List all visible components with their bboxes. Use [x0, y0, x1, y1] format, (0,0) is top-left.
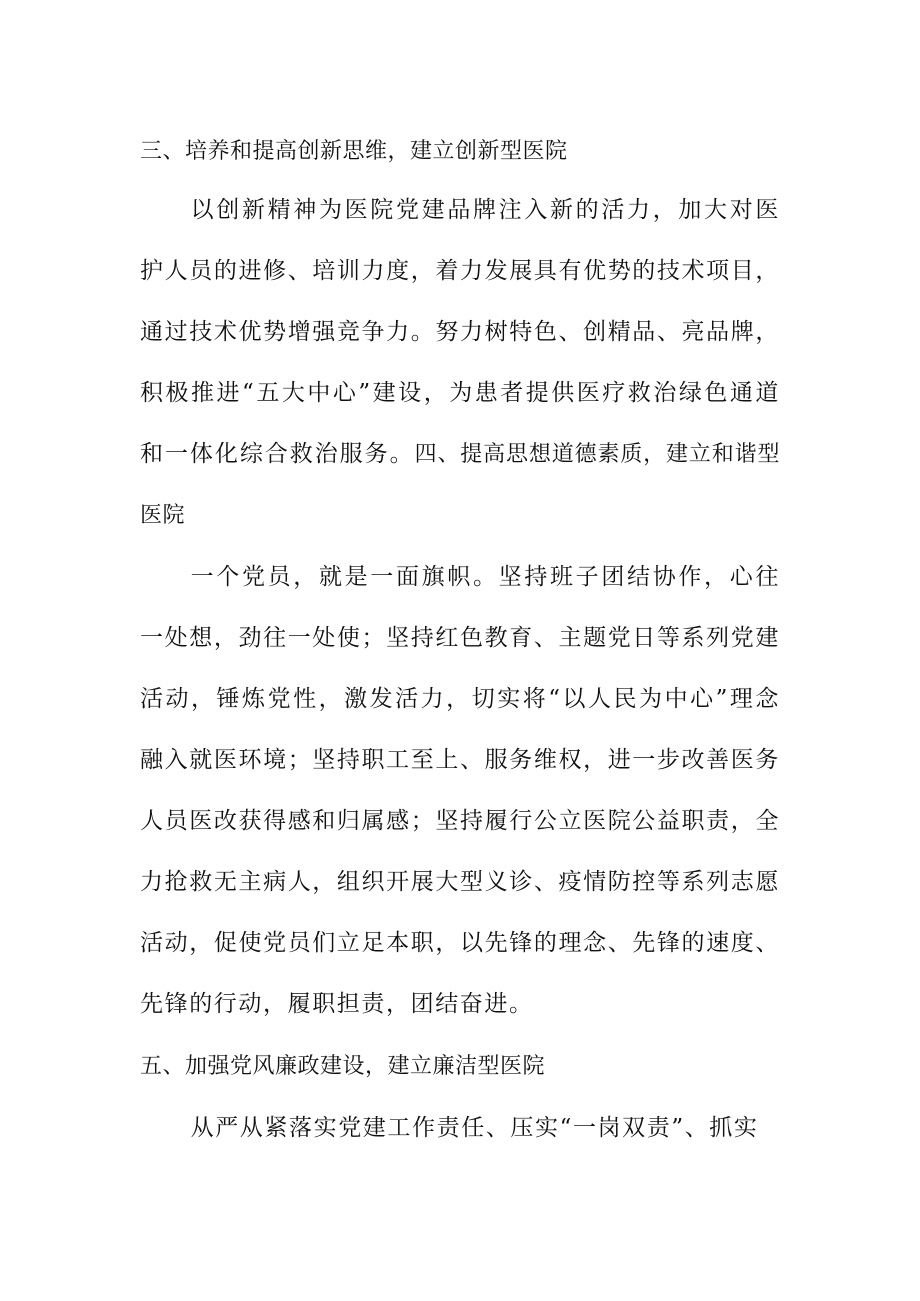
paragraph-integrity: 从严从紧落实党建工作责任、压实“一岗双责”、抓实 [190, 1115, 759, 1141]
section-heading-3: 三、培养和提高创新思维，建立创新型医院 [140, 139, 568, 164]
paragraph-innovation-text: 以创新精神为医院党建品牌注入新的活力，加大对医护人员的进修、培训力度，着力发展具有优势的技术项目，通过技术优势增强竞争力。努力树特色、创精品、亮品牌，积极推进“五大中心”建设，为患者提供医疗救治绿色通道和一体化综合救治服务。 [140, 197, 780, 467]
document-page [140, 0, 780, 1301]
paragraph-innovation [140, 180, 780, 546]
paragraph-harmony: 一个党员，就是一面旗帜。坚持班子团结协作，心往一处想，劲往一处使；坚持红色教育、主题党日等系列党建活动，锤炼党性，激发活力，切实将“以人民为中心”理念融入就医环境；坚持职工至上、服务维权，进一步改善医务人员医改获得感和归属感；坚持履行公立医院公益职责，全力抢救无主病人，组织开展大型义诊、疫情防控等系列志愿活动，促使党员们立足本职，以先锋的理念、先锋的速度、先锋的行动，履职担责，团结奋进。 [140, 564, 780, 1017]
section-heading-4: 四、提高思想道德素质，建立和谐型医院 [140, 442, 780, 528]
section-heading-5: 五、加强党风廉政建设，建立廉洁型医院 [140, 1054, 546, 1079]
